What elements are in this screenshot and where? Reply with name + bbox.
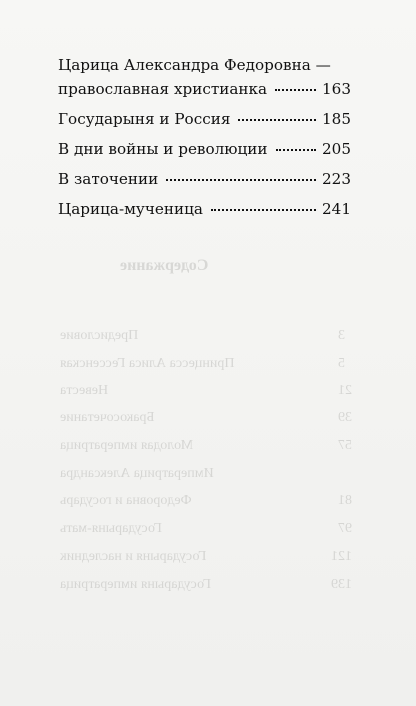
toc-entry (58, 142, 351, 166)
ghost-row: Государыня и наследник (60, 549, 207, 564)
ghost-page-number: 139 (331, 577, 352, 592)
ghost-row: Принцесса Алиса Гессенская (60, 356, 235, 371)
dot-leader (276, 148, 316, 151)
ghost-page-number: 97 (338, 521, 352, 536)
toc-entry-line (58, 112, 351, 136)
ghost-page-number: 57 (338, 438, 352, 453)
toc-page-number: 185 (322, 110, 351, 128)
toc-entry-line (58, 142, 351, 166)
toc-entry (58, 202, 351, 226)
ghost-page-number: 39 (338, 410, 352, 425)
ghost-row: Молодая императрица (60, 438, 194, 453)
ghost-page-number: 3 (338, 328, 345, 343)
ghost-page-number: 5 (338, 356, 345, 371)
toc-page-number: 205 (322, 140, 351, 158)
dot-leader (275, 88, 316, 91)
toc-entry-title: Царица-мученица (58, 200, 203, 218)
toc-entry-title: Царица Александра Федоровна — (58, 56, 331, 74)
toc-page-number: 241 (322, 200, 351, 218)
toc-entry-title: В заточении (58, 170, 159, 188)
toc-entry (58, 172, 351, 196)
ghost-page-number: 81 (338, 493, 352, 508)
ghost-heading: Содержание (120, 257, 209, 274)
ghost-row: Невеста (60, 383, 109, 398)
ghost-row: Федоровна и государь (60, 493, 192, 508)
dot-leader (166, 178, 316, 181)
toc-entry-title: Государыня и Россия (58, 110, 231, 128)
toc-entry-line (58, 202, 351, 226)
dot-leader (211, 208, 316, 211)
toc-page-number: 163 (322, 80, 351, 98)
toc-entry-title-continued: православная христианка (58, 80, 268, 98)
toc-entry-title: В дни войны и революции (58, 140, 268, 158)
toc-entry-line (58, 82, 351, 106)
ghost-row: Императрица Александра (60, 466, 214, 481)
dot-leader (238, 118, 316, 121)
toc-entry-line (58, 58, 351, 82)
ghost-row: Бракосочетание (60, 410, 155, 425)
toc-entry-line (58, 172, 351, 196)
ghost-row: Предисловие (60, 328, 139, 343)
toc-entry (58, 58, 351, 106)
ghost-row: Государыня императрица (60, 577, 211, 592)
ghost-page-number: 21 (338, 383, 352, 398)
toc-entry (58, 112, 351, 136)
toc-page-number: 223 (322, 170, 351, 188)
ghost-row: Государыня-мать (60, 521, 162, 536)
ghost-page-number: 121 (331, 549, 352, 564)
table-of-contents (58, 58, 351, 226)
